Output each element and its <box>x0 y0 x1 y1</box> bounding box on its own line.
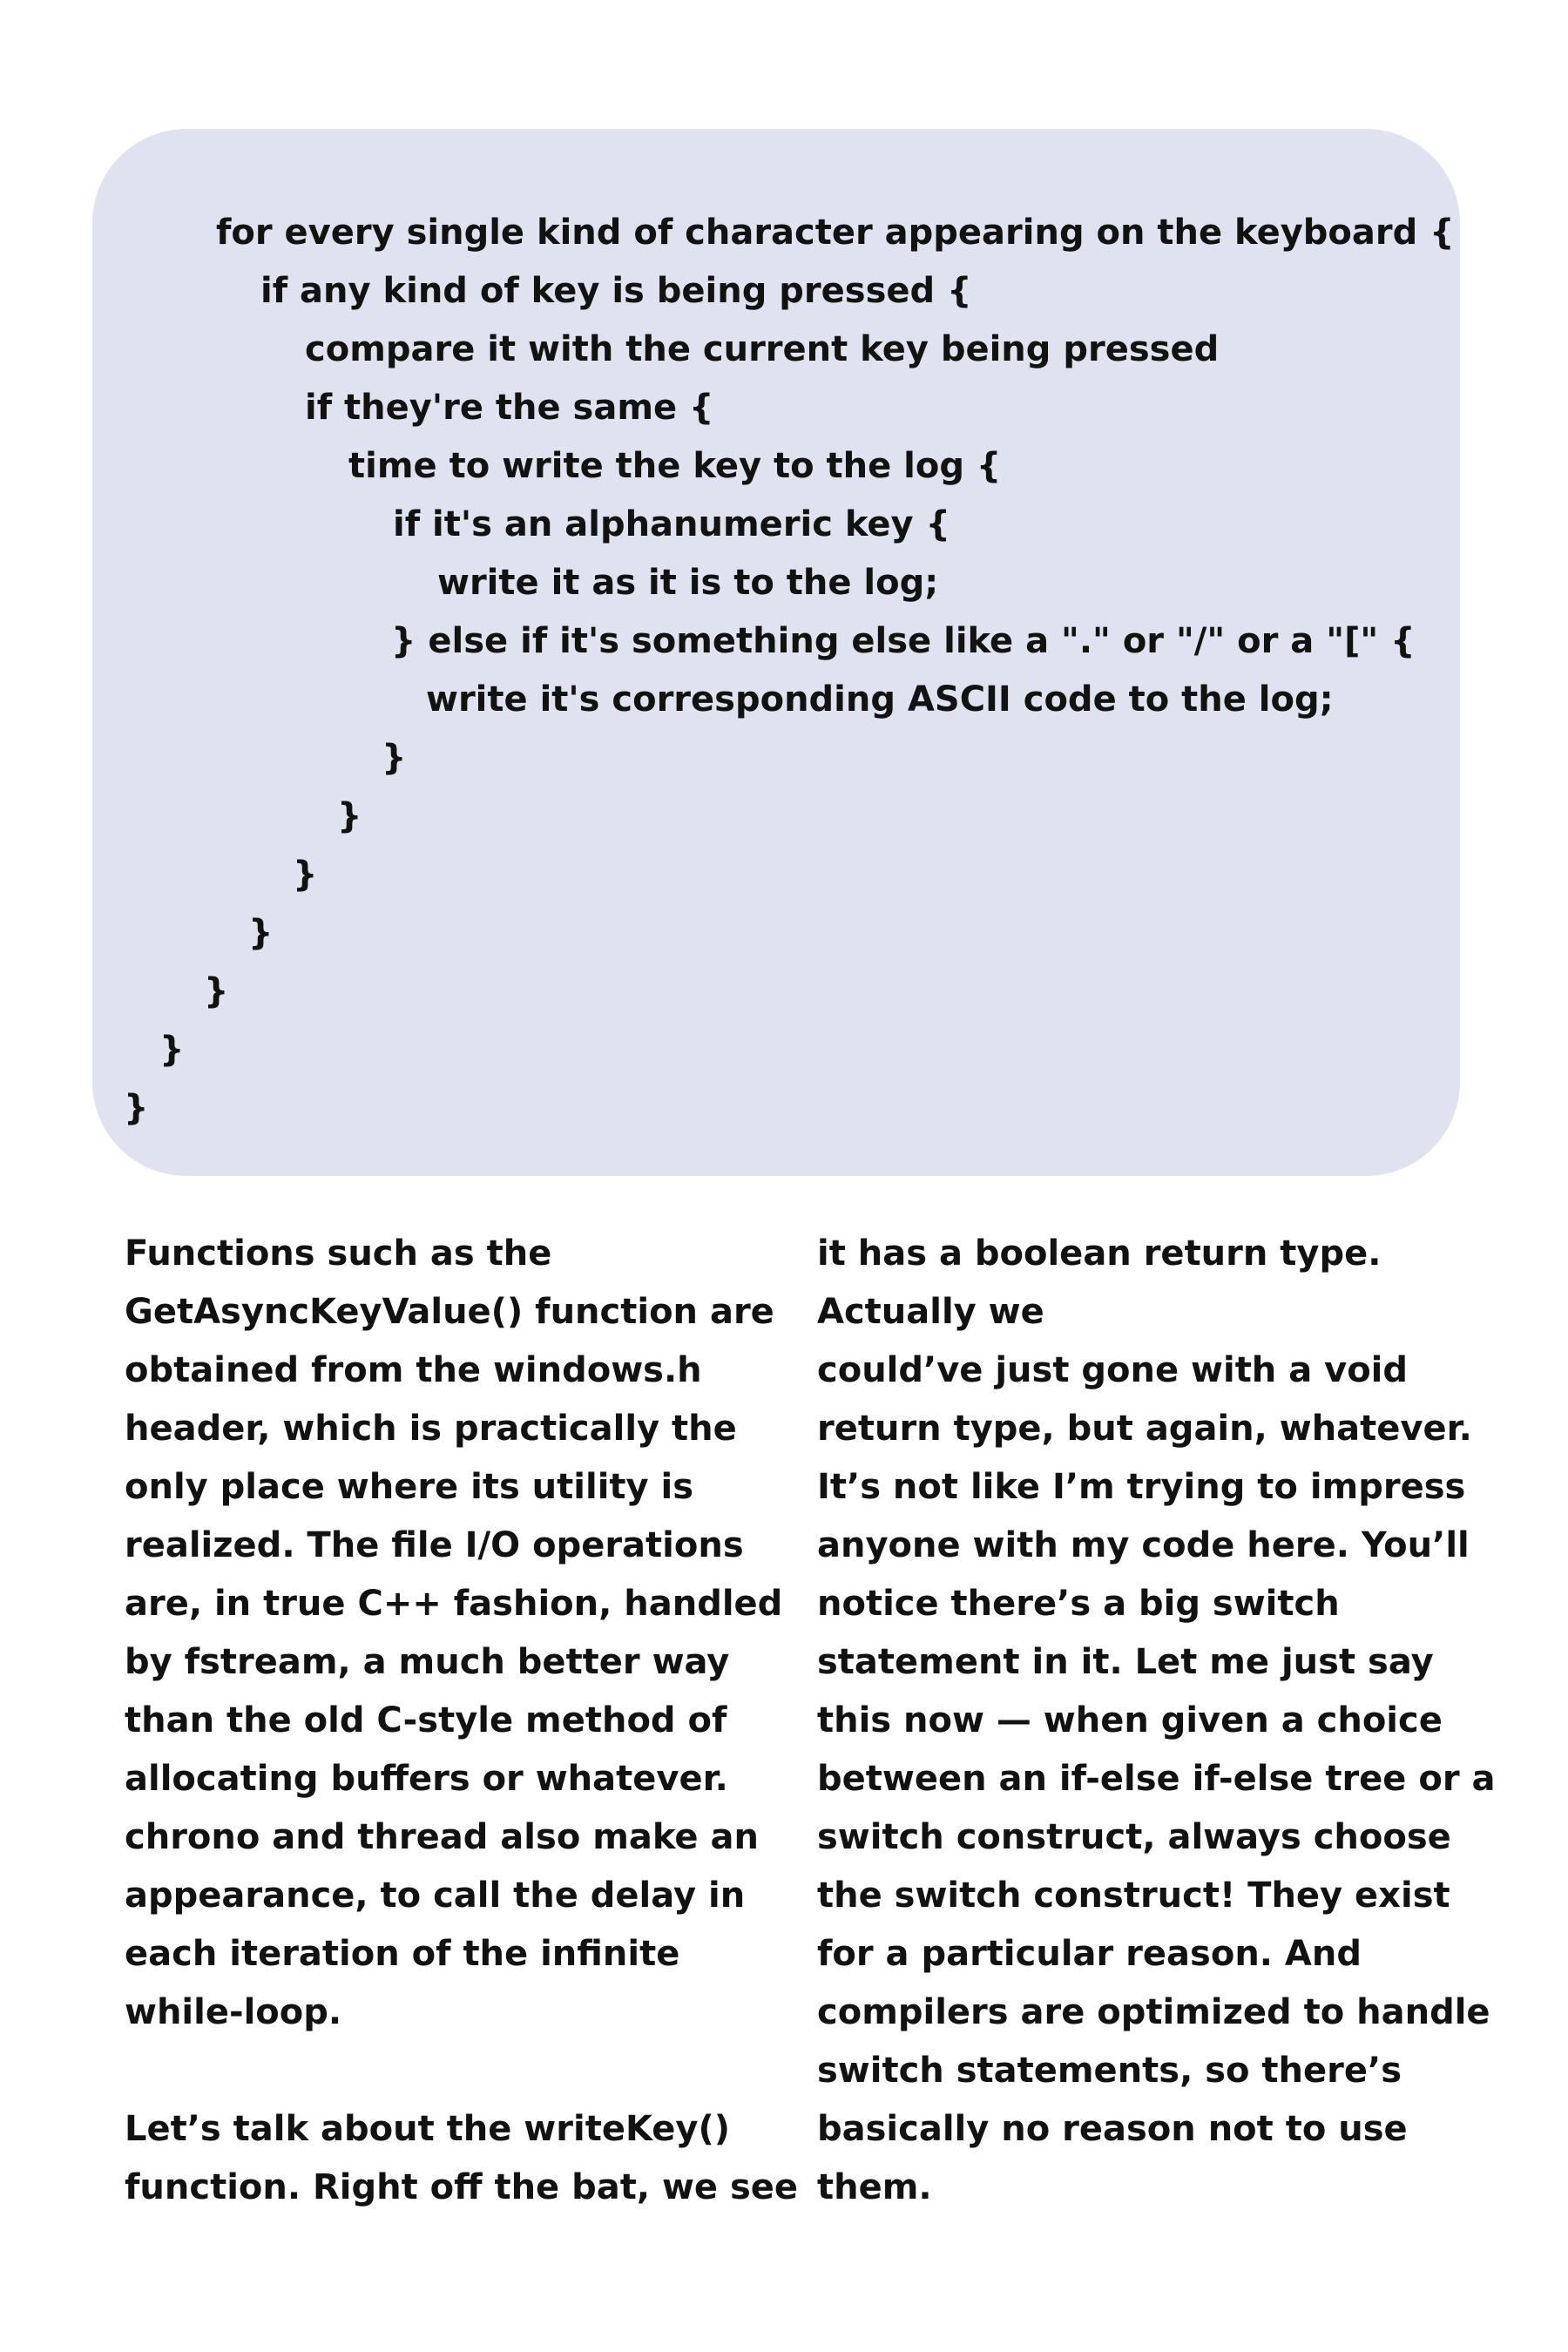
code-line: } <box>204 971 229 1011</box>
text-line: for a particular reason. And <box>817 1934 1362 1974</box>
text-line: allocating buffers or whatever. <box>125 1759 728 1799</box>
text-line: switch statements, so there’s <box>817 2051 1402 2091</box>
code-line: } <box>248 913 274 953</box>
code-line: } <box>159 1030 185 1070</box>
text-line: could’ve just gone with a void <box>817 1350 1409 1390</box>
text-line: by fstream, a much better way <box>125 1642 730 1682</box>
text-line: appearance, to call the delay in <box>125 1876 746 1916</box>
code-line: } <box>382 738 407 778</box>
code-line: if it's an alphanumeric key { <box>393 504 951 544</box>
code-line: if they're the same { <box>305 388 714 428</box>
text-line: anyone with my code here. You’ll <box>817 1525 1470 1565</box>
code-line: if any kind of key is being pressed { <box>260 271 972 311</box>
code-line: time to write the key to the log { <box>348 446 1002 486</box>
code-line: } else if it's something else like a "." or "/" or a "[" { <box>391 621 1416 661</box>
text-line: chrono and thread also make an <box>125 1817 759 1857</box>
text-line: function. Right off the bat, we see <box>125 2167 799 2207</box>
text-line: the switch construct! They exist <box>817 1876 1450 1916</box>
text-line: statement in it. Let me just say <box>817 1642 1434 1682</box>
text-line: return type, but again, whatever. <box>817 1409 1472 1449</box>
code-line: } <box>124 1088 149 1128</box>
code-line: write it's corresponding ASCII code to the log; <box>426 679 1334 720</box>
text-line: them. <box>817 2167 932 2207</box>
text-line: notice there’s a big switch <box>817 1584 1340 1624</box>
text-line: each iteration of the infinite <box>125 1934 680 1974</box>
text-line: GetAsyncKeyValue() function are <box>125 1292 774 1332</box>
text-line: It’s not like I’m trying to impress <box>817 1467 1466 1507</box>
text-line: this now — when given a choice <box>817 1700 1443 1740</box>
text-line: realized. The file I/O operations <box>125 1525 744 1565</box>
code-line: for every single kind of character appearing on the keyboard { <box>216 213 1455 253</box>
text-line: Functions such as the <box>125 1233 552 1274</box>
code-line: } <box>337 796 362 836</box>
text-line: basically no reason not to use <box>817 2109 1408 2149</box>
text-line: it has a boolean return type. <box>817 1233 1382 1274</box>
pseudocode-block <box>92 129 1460 1176</box>
text-line: are, in true C++ fashion, handled <box>125 1584 783 1624</box>
code-line: compare it with the current key being pressed <box>305 329 1220 369</box>
text-line: Actually we <box>817 1292 1044 1332</box>
text-line: between an if-else if-else tree or a <box>817 1759 1496 1799</box>
paragraph-gap <box>125 2042 804 2100</box>
left-text-column <box>125 1225 804 2217</box>
text-line: switch construct, always choose <box>817 1817 1451 1857</box>
text-line: compilers are optimized to handle <box>817 1992 1490 2032</box>
code-line: write it as it is to the log; <box>437 563 939 603</box>
text-line: while-loop. <box>125 1992 342 2032</box>
text-line: header, which is practically the <box>125 1409 737 1449</box>
text-line: only place where its utility is <box>125 1467 694 1507</box>
right-text-column <box>817 1225 1514 2217</box>
text-line: obtained from the windows.h <box>125 1350 702 1390</box>
text-line: than the old C-style method of <box>125 1700 727 1740</box>
code-line: } <box>293 855 318 895</box>
text-line: Let’s talk about the writeKey() <box>125 2109 730 2149</box>
